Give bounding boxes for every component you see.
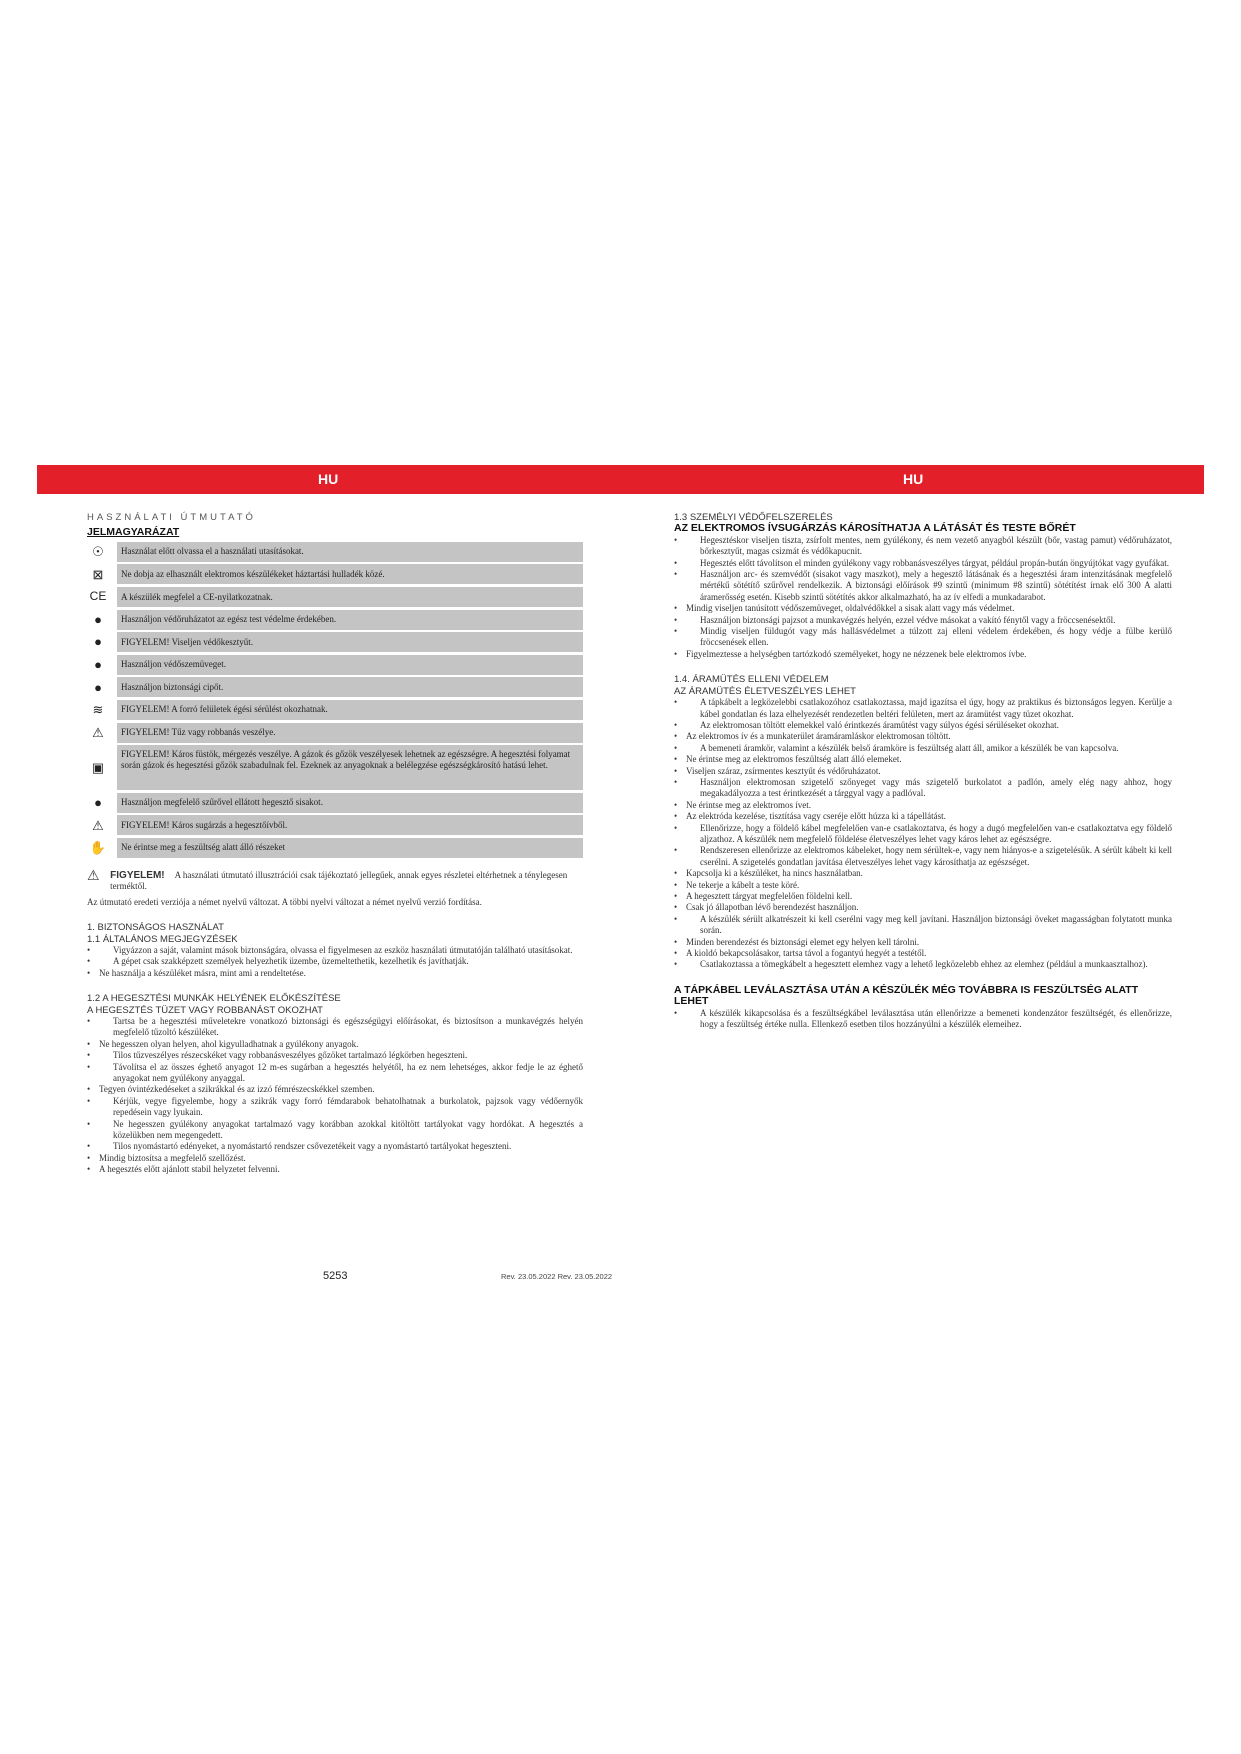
warning-triangle-icon: ⚠ xyxy=(87,868,100,884)
manual-icon: ☉ xyxy=(92,544,104,560)
legend-row xyxy=(87,723,583,743)
list-item: • Ellenőrizze, hogy a földelő kábel megfelelően van-e csatlakoztatva, és hogy a dugó megfelelően van-e csatlakoztatva egy földelő aljzathoz. A készülék nem megfelelő földelése életveszélyes lehet vagy káros lehet az egészségre. xyxy=(674,823,1172,846)
list-item: • Hegesztéskor viseljen tiszta, zsírfolt mentes, nem gyúlékony, és nem vezető anyagból készült (bőr, vastag pamut) védőruházatot, bőrkesztyűt, magas csizmát és védőkapucnit. xyxy=(674,535,1172,558)
legend-text: Ne érintse meg a feszültség alatt álló részeket xyxy=(117,838,583,858)
section-1-2-title: 1.2 A HEGESZTÉSI MUNKÁK HELYÉNEK ELŐKÉSZÍTÉSE xyxy=(87,993,341,1005)
legend-row xyxy=(87,838,583,858)
legend-row xyxy=(87,677,583,697)
section-1-3-title: 1.3 SZEMÉLYI VÉDŐFELSZERELÉS xyxy=(674,512,833,523)
legend-text: Ne dobja az elhasznált elektromos készülékeket háztartási hulladék közé. xyxy=(117,564,583,584)
safety-shoes-icon: ● xyxy=(94,679,102,695)
left-language-tab: HU xyxy=(318,471,339,487)
right-language-tab: HU xyxy=(903,471,924,487)
warning-text: A használati útmutató illusztrációi csak tájékoztató jellegűek, annak egyes részletei eltérhetnek a ténylegesen terméktől. xyxy=(110,869,568,892)
legend-text: Használjon védőruházatot az egész test védelme érdekében. xyxy=(117,610,583,630)
legend-text: FIGYELEM! Tűz vagy robbanás veszélye. xyxy=(117,723,583,743)
fumes-warning-icon: ▣ xyxy=(91,759,105,775)
list-item: • Kapcsolja ki a készüléket, ha nincs használatban. xyxy=(674,868,1172,879)
section-1-4-subtitle: AZ ÁRAMÜTÉS ÉLETVESZÉLYES LEHET xyxy=(674,685,856,697)
radiation-warning-icon: ⚠ xyxy=(92,817,104,833)
protective-clothing-icon: ● xyxy=(94,611,102,627)
list-item: • Ne tekerje a kábelt a teste köré. xyxy=(674,880,1172,891)
legend-row xyxy=(87,793,583,813)
list-item: • A hegesztés előtt ajánlott stabil helyzetet felvenni. xyxy=(87,1164,583,1175)
legend-row xyxy=(87,564,583,584)
revision-note: Rev. 23.05.2022 Rev. 23.05.2022 xyxy=(501,1272,613,1281)
section-1-4-list xyxy=(674,697,1172,971)
legend-title: JELMAGYARÁZAT xyxy=(87,526,180,539)
list-item: • Ne érintse meg az elektromos ívet. xyxy=(674,800,1172,811)
section-1-2-subtitle: A HEGESZTÉS TÜZET VAGY ROBBANÁST OKOZHAT xyxy=(87,1004,323,1016)
list-item: • A tápkábelt a legközelebbi csatlakozóhoz csatlakoztassa, majd igazítsa el úgy, hogy az praktikus és biztonságos legyen. Kerülje a kábel gondatlan és laza elhelyezését rendezetlen beltéri felületen, mert az áramütést vagy tüzet okozhat. xyxy=(674,697,1172,720)
list-item: • Viseljen száraz, zsírmentes kesztyűt és védőruházatot. xyxy=(674,766,1172,777)
illustration-warning xyxy=(87,870,583,893)
welding-helmet-icon: ● xyxy=(94,795,102,811)
right-page xyxy=(674,512,1172,1030)
ce-mark-icon: CE xyxy=(89,589,107,604)
list-item: • Minden berendezést és biztonsági elemet egy helyen kell tárolni. xyxy=(674,937,1172,948)
list-item: • Ne érintse meg az elektromos feszültség alatt álló elemeket. xyxy=(674,754,1172,765)
list-item: • Kérjük, vegye figyelembe, hogy a szikrák vagy forró fémdarabok behatolhatnak a burkolatok, pajzsok vagy védőernyők repedésein vagy lyukain. xyxy=(87,1096,583,1119)
legend-text: FIGYELEM! Káros füstök, mérgezés veszélye. A gázok és gőzök veszélyesek lehetnek az egészségre. A hegesztési folyamat során gázok és hegesztési gőzök szabadulnak fel. Ezeknek az anyagoknak a belélegzése egészségkárosító hatású lehet. xyxy=(117,745,583,790)
list-item: • Távolítsa el az összes éghető anyagot 12 m-es sugárban a hegesztés helyétől, ha ez nem lehetséges, akkor fedje le az éghető anyagokat nem gyúlékony anyaggal. xyxy=(87,1062,583,1085)
list-item: • Figyelmeztesse a helységben tartózkodó személyeket, hogy ne nézzenek bele elektromos ívbe. xyxy=(674,649,1172,660)
section-1-2-list xyxy=(87,1016,583,1176)
list-item: • Ne hegesszen olyan helyen, ahol kigyulladhatnak a gyúlékony anyagok. xyxy=(87,1039,583,1050)
list-item: • Az elektróda kezelése, tisztítása vagy cseréje előtt húzza ki a tápellátást. xyxy=(674,811,1172,822)
list-item: • Hegesztés előtt távolítson el minden gyúlékony vagy robbanásveszélyes tárgyat, például propán-bután öngyújtókat vagy gyufákat. xyxy=(674,558,1172,569)
legend-text: Használjon megfelelő szűrővel ellátott hegesztő sisakot. xyxy=(117,793,583,813)
list-item: • Ne hegesszen gyúlékony anyagokat tartalmazó vagy korábban azokkal kitöltött tartályokat vagy hordókat. A hegesztés a közelükben nem megengedett. xyxy=(87,1119,583,1142)
legend-row xyxy=(87,542,583,562)
document-title: HASZNÁLATI ÚTMUTATÓ xyxy=(87,512,256,523)
gloves-icon: ● xyxy=(94,634,102,650)
section-1-3-list xyxy=(674,535,1172,660)
list-item: • Tilos nyomástartó edényeket, a nyomástartó rendszer csővezetékeit vagy a nyomástartó tartályokat hegeszteni. xyxy=(87,1141,583,1152)
legend-row xyxy=(87,632,583,652)
list-item: • Használjon arc- és szemvédőt (sisakot vagy maszkot), mely a hegesztő látásának és a hegesztési áram intenzitásának megfelelő mértékű sötétítő szűrővel rendelkezik. A biztonsági előírások #9 szintű (minimum #8 szintű) sötétítést írnak elő 300 A alatti áramerősség esetén. Kisebb szintű sötétítés akkor alkalmazható, ha az ív elfedi a munkadarabot. xyxy=(674,569,1172,603)
list-item: • Csak jó állapotban lévő berendezést használjon. xyxy=(674,902,1172,913)
list-item: • Rendszeresen ellenőrizze az elektromos kábeleket, hogy nem sérültek-e, vagy nem hiányos-e a szigetelésük. A sérült kábelt ki kell cserélni. A szigetelés gondatlan javítása életveszélyes lehet vagy károsíthatja az egészséget. xyxy=(674,845,1172,868)
legend-row xyxy=(87,655,583,675)
list-item: • Tartsa be a hegesztési műveletekre vonatkozó biztonsági és egészségügyi előírásokat, és biztosítson a munkavégzés helyén megfelelő tűzoltó készüléket. xyxy=(87,1016,583,1039)
legend-row xyxy=(87,745,583,790)
legend-table xyxy=(87,542,583,858)
legend-text: FIGYELEM! Viseljen védőkesztyűt. xyxy=(117,632,583,652)
legend-text: Használat előtt olvassa el a használati utasításokat. xyxy=(117,542,583,562)
language-header-bar xyxy=(37,465,1204,494)
list-item: • A gépet csak szakképzett személyek helyezhetik üzembe, üzemeltethetik, kezelhetik és javíthatják. xyxy=(87,956,583,967)
legend-text: FIGYELEM! Káros sugárzás a hegesztőívből. xyxy=(117,815,583,835)
legend-row xyxy=(87,815,583,835)
goggles-icon: ● xyxy=(94,657,102,673)
list-item: • Mindig viseljen tanúsított védőszemüveget, oldalvédőkkel a sisak alatt vagy más védelmet. xyxy=(674,603,1172,614)
no-touch-voltage-icon: ✋ xyxy=(89,840,107,856)
section-1-3-heading: AZ ELEKTROMOS ÍVSUGÁRZÁS KÁROSÍTHATJA A LÁTÁSÁT ÉS TESTE BŐRÉT xyxy=(674,522,1076,535)
left-page xyxy=(87,512,583,1176)
section-1-1-list xyxy=(87,945,583,979)
section-1-title: 1. BIZTONSÁGOS HASZNÁLAT xyxy=(87,922,224,934)
list-item: • A készülék kikapcsolása és a feszültségkábel leválasztása után ellenőrizze a bemeneti kondenzátor feszültségét, és ellenőrizze, hogy a feszültség értéke nulla. Ellenkező esetben tilos hozzányúlni a készülék elemeihez. xyxy=(674,1008,1172,1031)
legend-row xyxy=(87,587,583,607)
page-number: 5253 xyxy=(323,1270,348,1282)
section-1-4-title: 1.4. ÁRAMÜTÉS ELLENI VÉDELEM xyxy=(674,674,829,686)
legend-text: Használjon védőszemüveget. xyxy=(117,655,583,675)
list-item: • Mindig viseljen füldugót vagy más hallásvédelmet a túlzott zaj elleni védelem érdekében, és hogy védje a fülbe kerülő fröccsenések ellen. xyxy=(674,626,1172,649)
list-item: • Ne használja a készüléket másra, mint ami a rendeltetése. xyxy=(87,968,583,979)
list-item: • Vigyázzon a saját, valamint mások biztonságára, olvassa el figyelmesen az eszköz használati útmutatóján található utasításokat. xyxy=(87,945,583,956)
list-item: • A hegesztett tárgyat megfelelően földelni kell. xyxy=(674,891,1172,902)
list-item: • A bemeneti áramkör, valamint a készülék belső áramköre is feszültség alatt áll, amikor a készülék be van kapcsolva. xyxy=(674,743,1172,754)
list-item: • Az elektromos ív és a munkaterület áramáramláskor elektromosan töltött. xyxy=(674,731,1172,742)
section-1-5-list xyxy=(674,1008,1172,1031)
list-item: • Tilos tűzveszélyes részecskéket vagy robbanásveszélyes gőzöket tartalmazó légkörben hegeszteni. xyxy=(87,1050,583,1061)
original-version-note: Az útmutató eredeti verziója a német nyelvű változat. A többi nyelvi változat a német nyelvű verzió fordítása. xyxy=(87,896,482,907)
crossed-bin-icon: ⊠ xyxy=(92,566,104,582)
legend-row xyxy=(87,700,583,720)
fire-warning-icon: ⚠ xyxy=(92,724,104,740)
list-item: • A készülék sérült alkatrészeit ki kell cserélni vagy meg kell javítani. Használjon biztonsági öveket magasságban folytatott munka során. xyxy=(674,914,1172,937)
legend-row xyxy=(87,610,583,630)
list-item: • A kioldó bekapcsolásakor, tartsa távol a fogantyú hegyét a testétől. xyxy=(674,948,1172,959)
legend-text: FIGYELEM! A forró felületek égési sérülést okozhatnak. xyxy=(117,700,583,720)
section-1-1-title: 1.1 ÁLTALÁNOS MEGJEGYZÉSEK xyxy=(87,933,238,945)
list-item: • Csatlakoztassa a tömegkábelt a hegesztett elemhez vagy a lehető legközelebb ehhez az elemhez (például a munkaasztalhoz). xyxy=(674,959,1172,970)
section-1-5-heading: A TÁPKÁBEL LEVÁLASZTÁSA UTÁN A KÉSZÜLÉK MÉG TOVÁBBRA IS FESZÜLTSÉG ALATT LEHET xyxy=(674,983,1139,1008)
legend-text: Használjon biztonsági cipőt. xyxy=(117,677,583,697)
list-item: • Az elektromosan töltött elemekkel való érintkezés áramütést vagy súlyos égési sérüléseket okozhat. xyxy=(674,720,1172,731)
list-item: • Mindig biztosítsa a megfelelő szellőzést. xyxy=(87,1153,583,1164)
list-item: • Használjon biztonsági pajzsot a munkavégzés helyén, ezzel védve másokat a vakító fénytől vagy a fröccsenésektől. xyxy=(674,615,1172,626)
hot-surface-icon: ≋ xyxy=(92,702,104,718)
list-item: • Használjon elektromosan szigetelő szőnyeget vagy más szigetelő burkolatot a padlón, amely elég nagy ahhoz, hogy megakadályozza a test érintkezését a tárggyal vagy a padlóval. xyxy=(674,777,1172,800)
warning-label: FIGYELEM! xyxy=(110,869,165,881)
legend-text: A készülék megfelel a CE-nyilatkozatnak. xyxy=(117,587,583,607)
list-item: • Tegyen óvintézkedéseket a szikrákkal és az izzó fémrészecskékkel szemben. xyxy=(87,1084,583,1095)
